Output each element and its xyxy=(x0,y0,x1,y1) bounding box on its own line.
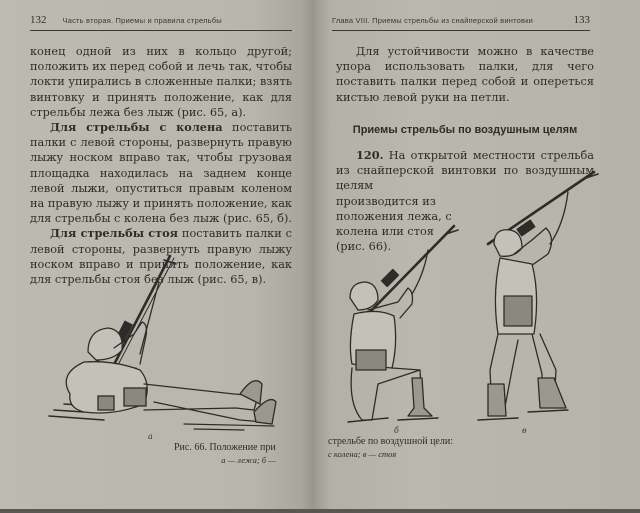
kneeling-standing-soldiers-illustration xyxy=(328,164,628,434)
right-running-head-text: Глава VIII. Приемы стрельбы из снайперской винтовки xyxy=(332,16,534,25)
section-heading: Приемы стрельбы по воздушным целям xyxy=(352,123,578,136)
caption-line-1: Рис. 66. Положение при xyxy=(174,442,276,453)
paragraph-text: На открытой местности стрельба из снайперской винтовки по воздушным целям xyxy=(336,149,594,193)
figure-label-a: а xyxy=(148,432,153,441)
paragraph-narrow-column: производится из положения лежа, с колена или стоя (рис. 66). xyxy=(336,194,452,254)
right-figure-caption xyxy=(328,436,453,459)
paragraph: Для устойчивости можно в качестве упора использовать палки, для чего поставить палки перед собой и опереться кистью левой руки на петли. xyxy=(336,45,594,104)
figure-prone-soldier xyxy=(44,244,294,441)
paragraph-text: поставить палки с левой стороны, развернуть правую лыжу носком вправо так, чтобы грузовая площадка находилась на заднем конце левой лыжи, опуститься правым коленом на правую лыжу и принять положение, как для стрельбы с колена без лыж (рис. 65, б). xyxy=(30,121,292,226)
paragraph xyxy=(30,120,292,226)
left-running-head-text: Часть вторая. Приемы и правила стрельбы xyxy=(62,16,222,25)
right-page-number: 133 xyxy=(573,14,590,26)
left-running-head xyxy=(30,14,292,31)
paragraph-bold-lead: Для стрельбы с колена xyxy=(50,120,223,135)
right-running-head xyxy=(332,14,590,31)
caption-line-2: а — лежа; б — xyxy=(221,455,276,465)
right-page xyxy=(314,0,640,509)
left-page xyxy=(0,0,314,509)
figure-kneeling-and-standing-soldiers xyxy=(328,164,628,434)
left-page-number: 132 xyxy=(30,14,47,26)
paragraph-bold-lead: Для стрельбы стоя xyxy=(50,226,179,241)
prone-soldier-illustration xyxy=(44,244,294,434)
caption-line-1: стрельбе по воздушной цели: xyxy=(328,436,453,447)
paragraph-text: поставить палки с левой стороны, развернуть правую лыжу носком вправо и принять положение, как для стрельбы стоя без лыж (рис. 65, в). xyxy=(30,227,292,287)
paragraph-text: конец одной из них в кольцо другой; положить их перед собой и лечь так, чтобы локти упирались в сложенные палки; взять винтовку и принять положение, как для стрельбы лежа без лыж (рис. 65, а). xyxy=(30,45,292,119)
paragraph xyxy=(30,44,292,120)
paragraph-number: 120. xyxy=(356,148,384,163)
left-figure-caption xyxy=(174,442,276,465)
figure-label-b: б xyxy=(394,426,399,435)
caption-line-2: с колена; в — стоя xyxy=(328,449,397,459)
figure-label-v: в xyxy=(522,426,527,435)
